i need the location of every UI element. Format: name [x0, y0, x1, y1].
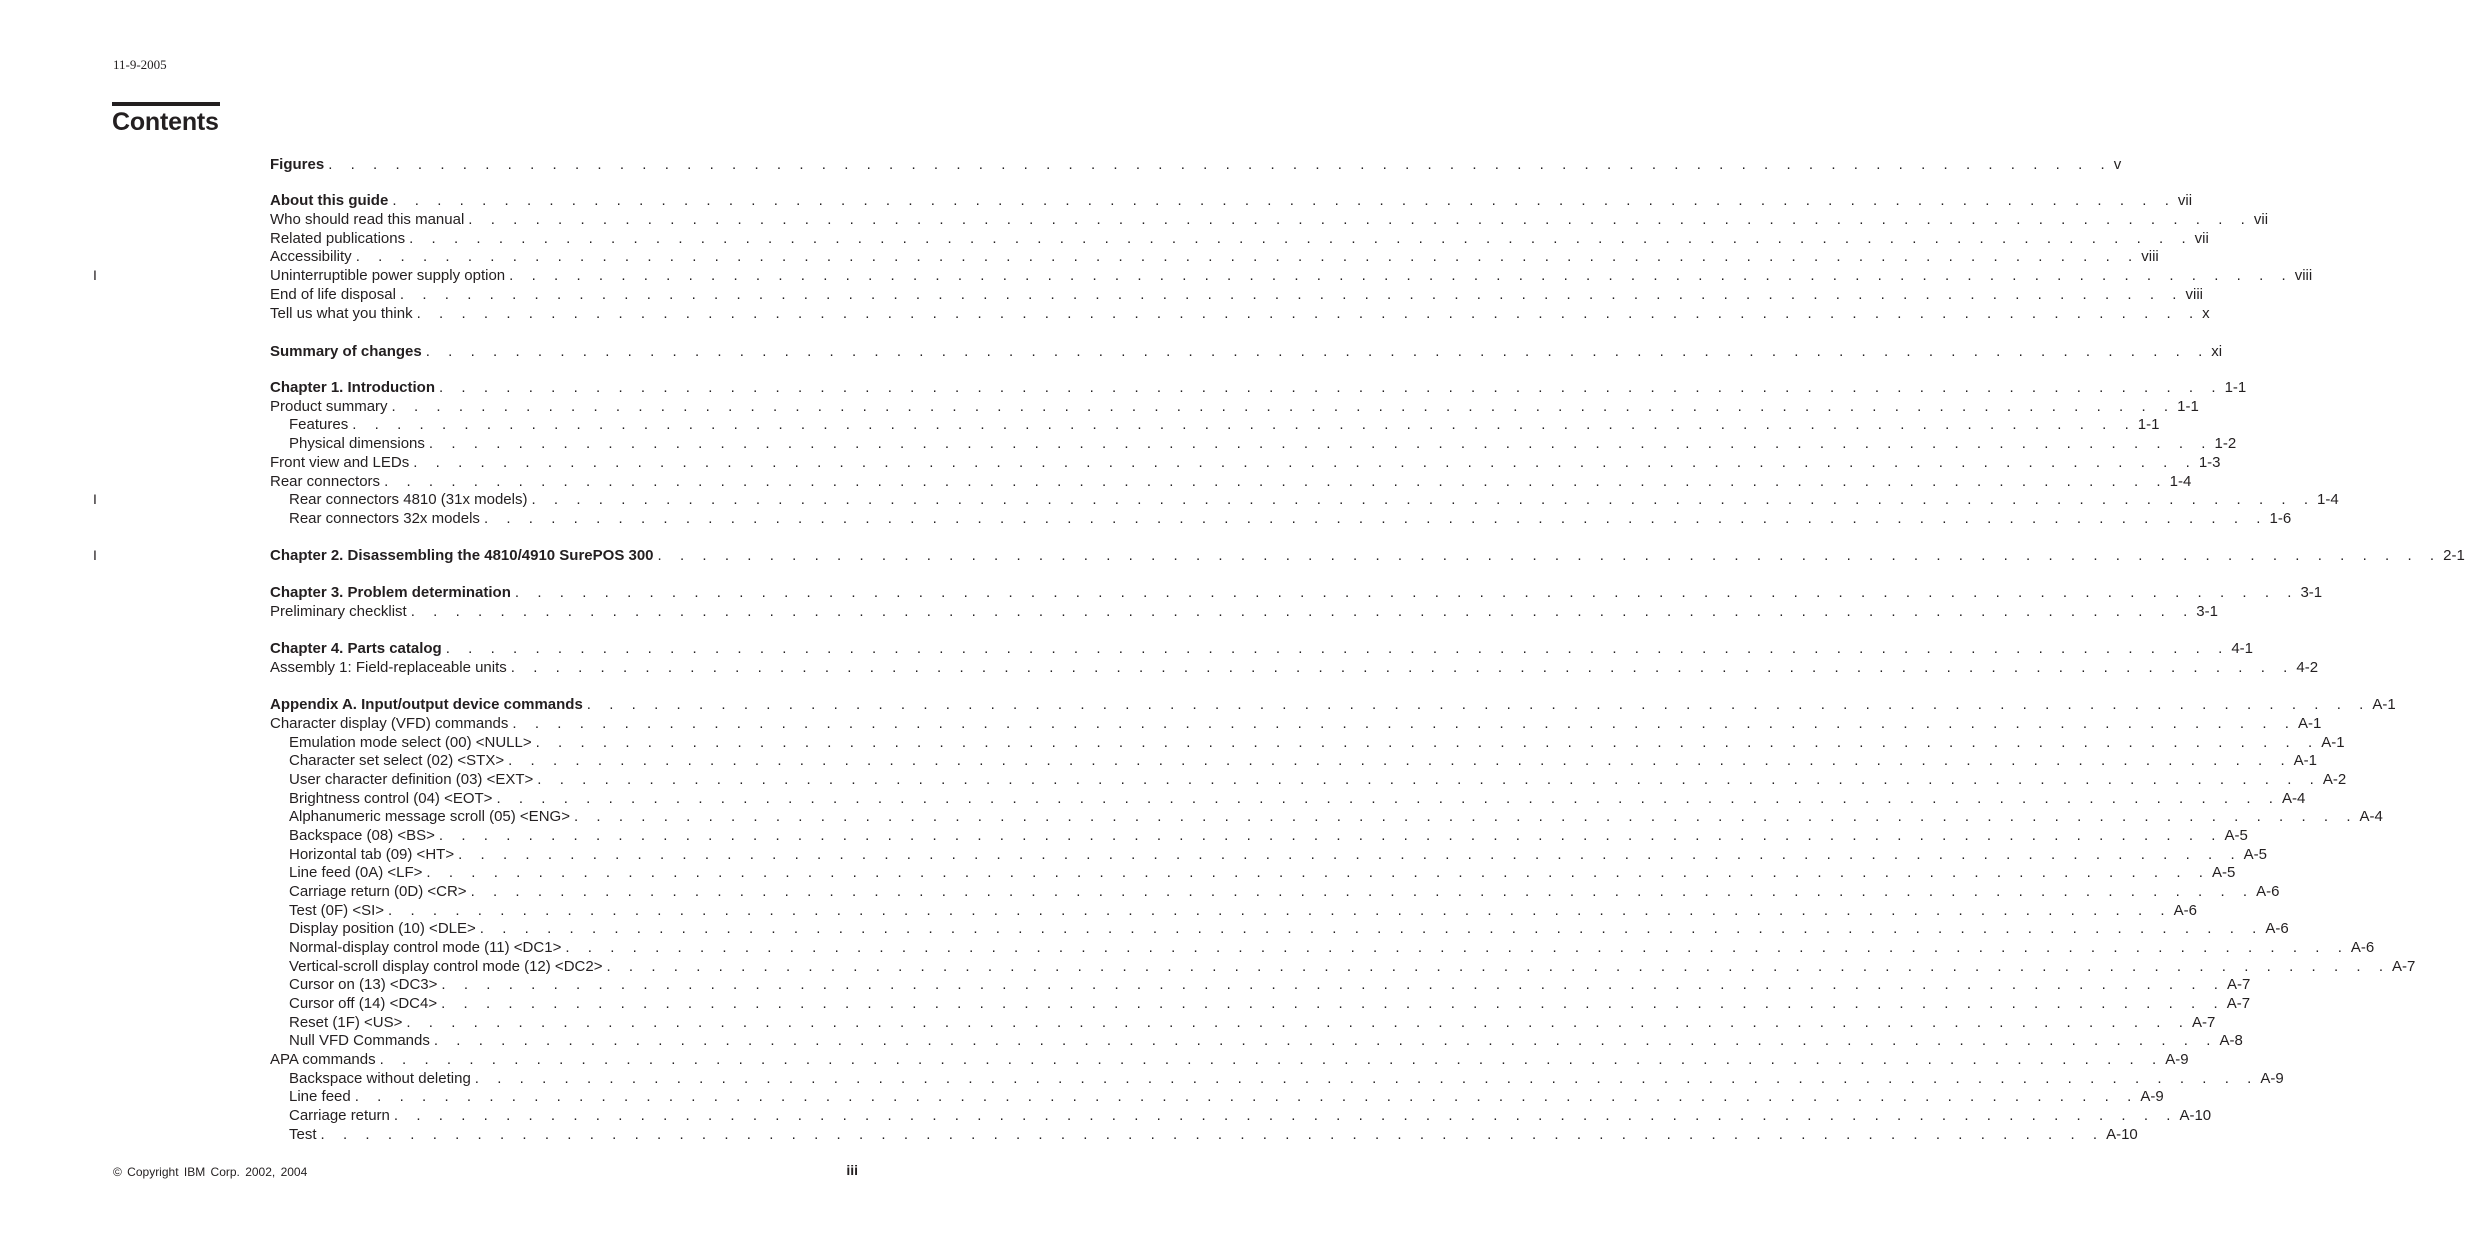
toc-entry-label: Character set select (02) <STX> [289, 752, 505, 769]
dot-leader: . . . . . . . . . . . . . . . . . . . . . . . . . . . . . . . . . . . . . . . . . . . . . . . . . . . . . . . . . . . . . . . . . . . . . . . . . . . . . . . . [441, 976, 2225, 993]
toc-entry-page: vii [2177, 192, 2193, 209]
dot-leader: . . . . . . . . . . . . . . . . . . . . . . . . . . . . . . . . . . . . . . . . . . . . . . . . . . . . . . . . . . . . . . . . . . . . . . . . . . . . . . . . [535, 734, 2320, 751]
toc-entry[interactable] [289, 845, 2267, 864]
toc-entry[interactable] [289, 807, 2383, 826]
toc-entry-label: Backspace without deleting [289, 1070, 471, 1087]
dot-leader: . . . . . . . . . . . . . . . . . . . . . . . . . . . . . . . . . . . . . . . . . . . . . . . . . . . . . . . . . . . . . . . . . . . . . . . . . . . . . . . . [441, 995, 2225, 1012]
toc-entry-page: vii [2253, 211, 2269, 228]
toc-entry-page: A-4 [2359, 808, 2383, 825]
toc-entry-label: Chapter 4. Parts catalog [270, 640, 442, 657]
dot-leader: . . . . . . . . . . . . . . . . . . . . . . . . . . . . . . . . . . . . . . . . . . . . . . . . . . . . . . . . . . . . . . . . . . . . . . . . . . . . . . . . [586, 696, 2371, 713]
change-bar: I [93, 491, 97, 507]
toc-entry-page: 4-2 [2296, 659, 2319, 676]
toc-entry-label: Carriage return (0D) <CR> [289, 883, 467, 900]
toc-entry-label: Chapter 2. Disassembling the 4810/4910 SurePOS 300 [270, 547, 654, 564]
toc-entry-label: Emulation mode select (00) <NULL> [289, 734, 532, 751]
dot-leader: . . . . . . . . . . . . . . . . . . . . . . . . . . . . . . . . . . . . . . . . . . . . . . . . . . . . . . . . . . . . . . . . . . . . . . . . . . . . . . . . [384, 473, 2168, 490]
toc-entry-page: viii [2294, 267, 2313, 284]
page-number: iii [846, 1162, 858, 1178]
dot-leader: . . . . . . . . . . . . . . . . . . . . . . . . . . . . . . . . . . . . . . . . . . . . . . . . . . . . . . . . . . . . . . . . . . . . . . . . . . . . . . . . [512, 715, 2296, 732]
dot-leader: . . . . . . . . . . . . . . . . . . . . . . . . . . . . . . . . . . . . . . . . . . . . . . . . . . . . . . . . . . . . . . . . . . . . . . . . . . . . . . . . [537, 771, 2321, 788]
toc-entry[interactable] [289, 751, 2318, 770]
dot-leader: . . . . . . . . . . . . . . . . . . . . . . . . . . . . . . . . . . . . . . . . . . . . . . . . . . . . . . . . . . . . . . . . . . . . . . . . . . . . . . . . [509, 267, 2293, 284]
toc-entry-label: Figures [270, 156, 325, 173]
toc-entry-label: Summary of changes [270, 343, 422, 360]
toc-entry-label: Line feed (0A) <LF> [289, 864, 423, 881]
dot-leader: . . . . . . . . . . . . . . . . . . . . . . . . . . . . . . . . . . . . . . . . . . . . . . . . . . . . . . . . . . . . . . . . . . . . . . . . . . . . . . . . [320, 1126, 2105, 1143]
toc-entry[interactable] [270, 714, 2322, 733]
toc-entry[interactable] [270, 695, 2396, 714]
toc-entry-label: Chapter 1. Introduction [270, 379, 435, 396]
dot-leader: . . . . . . . . . . . . . . . . . . . . . . . . . . . . . . . . . . . . . . . . . . . . . . . . . . . . . . . . . . . . . . . . . . . . . . . . . . . . . . . . [416, 305, 2201, 322]
toc-entry-label: APA commands [270, 1051, 376, 1068]
toc-entry[interactable] [270, 229, 2209, 248]
toc-entry-label: Brightness control (04) <EOT> [289, 790, 493, 807]
dot-leader: . . . . . . . . . . . . . . . . . . . . . . . . . . . . . . . . . . . . . . . . . . . . . . . . . . . . . . . . . . . . . . . . . . . . . . . . . . . . . . . . [439, 379, 2223, 396]
dot-leader: . . . . . . . . . . . . . . . . . . . . . . . . . . . . . . . . . . . . . . . . . . . . . . . . . . . . . . . . . . . . . . . . . . . . . . . . . . . . . . . . [514, 584, 2299, 601]
toc-entry-page: A-7 [2226, 995, 2251, 1012]
toc-entry-page: xi [2211, 343, 2223, 360]
toc-entry-label: Rear connectors 32x models [289, 510, 480, 527]
toc-entry[interactable] [270, 266, 2313, 285]
toc-entry-label: Who should read this manual [270, 211, 465, 228]
toc-entry[interactable] [270, 583, 2323, 602]
dot-leader: . . . . . . . . . . . . . . . . . . . . . . . . . . . . . . . . . . . . . . . . . . . . . . . . . . . . . . . . . . . . . . . . . . . . . . . . . . . . . . . . [413, 454, 2197, 471]
dot-leader: . . . . . . . . . . . . . . . . . . . . . . . . . . . . . . . . . . . . . . . . . . . . . . . . . . . . . . . . . . . . . . . . . . . . . . . . . . . . . . . . [657, 547, 2442, 564]
toc-entry-label: User character definition (03) <EXT> [289, 771, 534, 788]
toc-entry-label: Horizontal tab (09) <HT> [289, 846, 455, 863]
change-bar: I [93, 547, 97, 563]
toc-entry[interactable] [289, 994, 2251, 1013]
toc-entry-page: x [2202, 305, 2210, 322]
dot-leader: . . . . . . . . . . . . . . . . . . . . . . . . . . . . . . . . . . . . . . . . . . . . . . . . . . . . . . . . . . . . . . . . . . . . . . . . . . . . . . . . [573, 808, 2358, 825]
toc-entry[interactable] [289, 901, 2197, 920]
toc-entry[interactable] [270, 472, 2192, 491]
toc-entry-page: A-1 [2293, 752, 2318, 769]
toc-entry-page: A-4 [2282, 790, 2306, 807]
dot-leader: . . . . . . . . . . . . . . . . . . . . . . . . . . . . . . . . . . . . . . . . . . . . . . . . . . . . . . . . . . . . . . . . . . . . . . . . . . . . . . . . [565, 939, 2349, 956]
toc-entry-page: A-8 [2219, 1032, 2243, 1049]
toc-entry-label: Uninterruptible power supply option [270, 267, 506, 284]
toc-entry-page: A-7 [2392, 958, 2416, 975]
dot-leader: . . . . . . . . . . . . . . . . . . . . . . . . . . . . . . . . . . . . . . . . . . . . . . . . . . . . . . . . . . . . . . . . . . . . . . . . . . . . . . . . [428, 435, 2213, 452]
toc-entry-page: 1-1 [2224, 379, 2247, 396]
toc-entry-label: Alphanumeric message scroll (05) <ENG> [289, 808, 570, 825]
toc-entry-page: A-9 [2260, 1070, 2284, 1087]
page-date: 11-9-2005 [113, 57, 167, 72]
toc-entry[interactable] [289, 789, 2306, 808]
toc-entry[interactable] [289, 919, 2289, 938]
toc-entry[interactable] [289, 1031, 2243, 1050]
toc-entry-label: Cursor off (14) <DC4> [289, 995, 438, 1012]
toc-entry-page: A-9 [2140, 1088, 2164, 1105]
dot-leader: . . . . . . . . . . . . . . . . . . . . . . . . . . . . . . . . . . . . . . . . . . . . . . . . . . . . . . . . . . . . . . . . . . . . . . . . . . . . . . . . [508, 752, 2292, 769]
toc-entry-label: Null VFD Commands [289, 1032, 430, 1049]
toc-entry-page: A-5 [2212, 864, 2236, 881]
dot-leader: . . . . . . . . . . . . . . . . . . . . . . . . . . . . . . . . . . . . . . . . . . . . . . . . . . . . . . . . . . . . . . . . . . . . . . . . . . . . . . . . [392, 192, 2176, 209]
toc-entry[interactable] [289, 509, 2292, 528]
toc-entry[interactable] [270, 453, 2221, 472]
toc-entry[interactable] [289, 1106, 2212, 1125]
toc-entry-page: 2-1 [2443, 547, 2465, 564]
toc-entry-page: A-2 [2322, 771, 2347, 788]
toc-entry[interactable] [270, 658, 2319, 677]
toc-entry-label: Product summary [270, 398, 388, 415]
dot-leader: . . . . . . . . . . . . . . . . . . . . . . . . . . . . . . . . . . . . . . . . . . . . . . . . . . . . . . . . . . . . . . . . . . . . . . . . . . . . . . . . [393, 1107, 2178, 1124]
toc-entry[interactable] [270, 247, 2159, 266]
dot-leader: . . . . . . . . . . . . . . . . . . . . . . . . . . . . . . . . . . . . . . . . . . . . . . . . . . . . . . . . . . . . . . . . . . . . . . . . . . . . . . . . [352, 416, 2136, 433]
toc-entry-label: Chapter 3. Problem determination [270, 584, 511, 601]
toc-entry-page: A-1 [2297, 715, 2322, 732]
toc-entry-label: Test [289, 1126, 317, 1143]
toc-entry-label: Carriage return [289, 1107, 390, 1124]
toc-entry-label: Physical dimensions [289, 435, 425, 452]
toc-entry[interactable] [289, 434, 2237, 453]
toc-entry-page: A-5 [2243, 846, 2267, 863]
dot-leader: . . . . . . . . . . . . . . . . . . . . . . . . . . . . . . . . . . . . . . . . . . . . . . . . . . . . . . . . . . . . . . . . . . . . . . . . . . . . . . . . [458, 846, 2242, 863]
dot-leader: . . . . . . . . . . . . . . . . . . . . . . . . . . . . . . . . . . . . . . . . . . . . . . . . . . . . . . . . . . . . . . . . . . . . . . . . . . . . . . . . [426, 864, 2210, 881]
toc-entry-label: About this guide [270, 192, 389, 209]
toc-entry-page: A-10 [2106, 1126, 2138, 1143]
toc-entry[interactable] [289, 938, 2375, 957]
dot-leader: . . . . . . . . . . . . . . . . . . . . . . . . . . . . . . . . . . . . . . . . . . . . . . . . . . . . . . . . . . . . . . . . . . . . . . . . . . . . . . . . [388, 902, 2172, 919]
toc-entry[interactable] [289, 733, 2345, 752]
toc-entry-page: 1-6 [2269, 510, 2292, 527]
toc-entry-page: 3-1 [2196, 603, 2218, 620]
toc-entry[interactable] [289, 1013, 2216, 1032]
toc-entry-page: A-1 [2372, 696, 2396, 713]
toc-entry-page: viii [2185, 286, 2203, 303]
toc-entry-label: Test (0F) <SI> [289, 902, 385, 919]
toc-entry-page: A-5 [2224, 827, 2248, 844]
change-bar: I [93, 267, 97, 283]
toc-entry[interactable] [270, 639, 2253, 658]
toc-entry-label: Normal-display control mode (11) <DC1> [289, 939, 562, 956]
toc-entry-page: A-7 [2191, 1014, 2216, 1031]
dot-leader: . . . . . . . . . . . . . . . . . . . . . . . . . . . . . . . . . . . . . . . . . . . . . . . . . . . . . . . . . . . . . . . . . . . . . . . . . . . . . . . . [425, 343, 2210, 360]
toc-entry[interactable] [289, 415, 2160, 434]
toc-entry[interactable] [270, 342, 2223, 361]
toc-entry-label: Display position (10) <DLE> [289, 920, 476, 937]
toc-entry-page: viii [2141, 248, 2159, 265]
toc-entry-label: Appendix A. Input/output device commands [270, 696, 583, 713]
dot-leader: . . . . . . . . . . . . . . . . . . . . . . . . . . . . . . . . . . . . . . . . . . . . . . . . . . . . . . . . . . . . . . . . . . . . . . . . . . . . . . . . [496, 790, 2281, 807]
toc-entry[interactable] [270, 155, 2122, 174]
toc-entry-page: A-10 [2179, 1107, 2212, 1124]
toc-entry[interactable] [289, 863, 2236, 882]
toc-entry-label: Preliminary checklist [270, 603, 407, 620]
toc-entry[interactable] [289, 1069, 2284, 1088]
dot-leader: . . . . . . . . . . . . . . . . . . . . . . . . . . . . . . . . . . . . . . . . . . . . . . . . . . . . . . . . . . . . . . . . . . . . . . . . . . . . . . . . [409, 230, 2193, 247]
dot-leader: . . . . . . . . . . . . . . . . . . . . . . . . . . . . . . . . . . . . . . . . . . . . . . . . . . . . . . . . . . . . . . . . . . . . . . . . . . . . . . . . [406, 1014, 2190, 1031]
dot-leader: . . . . . . . . . . . . . . . . . . . . . . . . . . . . . . . . . . . . . . . . . . . . . . . . . . . . . . . . . . . . . . . . . . . . . . . . . . . . . . . . [399, 286, 2184, 303]
dot-leader: . . . . . . . . . . . . . . . . . . . . . . . . . . . . . . . . . . . . . . . . . . . . . . . . . . . . . . . . . . . . . . . . . . . . . . . . . . . . . . . . [470, 883, 2255, 900]
toc-entry[interactable] [270, 285, 2203, 304]
toc-entry-label: Accessibility [270, 248, 352, 265]
toc-entry-page: 3-1 [2300, 584, 2323, 601]
toc-entry-label: Features [289, 416, 349, 433]
dot-leader: . . . . . . . . . . . . . . . . . . . . . . . . . . . . . . . . . . . . . . . . . . . . . . . . . . . . . . . . . . . . . . . . . . . . . . . . . . . . . . . . [410, 603, 2195, 620]
toc-entry[interactable] [270, 1050, 2189, 1069]
toc-entry-label: Reset (1F) <US> [289, 1014, 403, 1031]
dot-leader: . . . . . . . . . . . . . . . . . . . . . . . . . . . . . . . . . . . . . . . . . . . . . . . . . . . . . . . . . . . . . . . . . . . . . . . . . . . . . . . . [391, 398, 2176, 415]
toc-entry-page: vii [2194, 230, 2209, 247]
dot-leader: . . . . . . . . . . . . . . . . . . . . . . . . . . . . . . . . . . . . . . . . . . . . . . . . . . . . . . . . . . . . . . . . . . . . . . . . . . . . . . . . [483, 510, 2268, 527]
toc-entry-page: A-6 [2173, 902, 2197, 919]
dot-leader: . . . . . . . . . . . . . . . . . . . . . . . . . . . . . . . . . . . . . . . . . . . . . . . . . . . . . . . . . . . . . . . . . . . . . . . . . . . . . . . . [531, 491, 2316, 508]
toc-entry[interactable] [289, 957, 2416, 976]
toc-entry[interactable] [270, 378, 2247, 397]
toc-entry-page: A-6 [2256, 883, 2280, 900]
dot-leader: . . . . . . . . . . . . . . . . . . . . . . . . . . . . . . . . . . . . . . . . . . . . . . . . . . . . . . . . . . . . . . . . . . . . . . . . . . . . . . . . [474, 1070, 2259, 1087]
toc-entry-label: Line feed [289, 1088, 351, 1105]
dot-leader: . . . . . . . . . . . . . . . . . . . . . . . . . . . . . . . . . . . . . . . . . . . . . . . . . . . . . . . . . . . . . . . . . . . . . . . . . . . . . . . . [468, 211, 2252, 228]
page-title: Contents [112, 108, 219, 136]
toc-entry[interactable] [289, 770, 2347, 789]
toc-entry-label: Vertical-scroll display control mode (12) <DC2> [289, 958, 603, 975]
toc-entry-label: Backspace (08) <BS> [289, 827, 435, 844]
toc-entry-label: End of life disposal [270, 286, 396, 303]
dot-leader: . . . . . . . . . . . . . . . . . . . . . . . . . . . . . . . . . . . . . . . . . . . . . . . . . . . . . . . . . . . . . . . . . . . . . . . . . . . . . . . . [354, 1088, 2139, 1105]
toc-entry-page: A-9 [2165, 1051, 2189, 1068]
dot-leader: . . . . . . . . . . . . . . . . . . . . . . . . . . . . . . . . . . . . . . . . . . . . . . . . . . . . . . . . . . . . . . . . . . . . . . . . . . . . . . . . [606, 958, 2391, 975]
copyright-notice: © Copyright IBM Corp. 2002, 2004 [113, 1165, 308, 1179]
dot-leader: . . . . . . . . . . . . . . . . . . . . . . . . . . . . . . . . . . . . . . . . . . . . . . . . . . . . . . . . . . . . . . . . . . . . . . . . . . . . . . . . [479, 920, 2264, 937]
toc-entry-page: 1-1 [2177, 398, 2199, 415]
dot-leader: . . . . . . . . . . . . . . . . . . . . . . . . . . . . . . . . . . . . . . . . . . . . . . . . . . . . . . . . . . . . . . . . . . . . . . . . . . . . . . . . [355, 248, 2140, 265]
toc-entry-page: A-7 [2226, 976, 2251, 993]
toc-entry-label: Front view and LEDs [270, 454, 410, 471]
toc-entry[interactable] [289, 1125, 2138, 1144]
toc-entry[interactable] [270, 546, 2465, 565]
toc-entry-page: 1-4 [2169, 473, 2192, 490]
toc-entry-page: 1-3 [2198, 454, 2221, 471]
toc-entry-page: 1-4 [2317, 491, 2339, 508]
toc-entry-label: Character display (VFD) commands [270, 715, 509, 732]
toc-entry[interactable] [270, 304, 2210, 323]
toc-entry-page: 1-1 [2137, 416, 2160, 433]
toc-entry[interactable] [289, 1087, 2164, 1106]
toc-entry-label: Assembly 1: Field-replaceable units [270, 659, 507, 676]
toc-entry[interactable] [270, 210, 2269, 229]
toc-entry-label: Tell us what you think [270, 305, 413, 322]
dot-leader: . . . . . . . . . . . . . . . . . . . . . . . . . . . . . . . . . . . . . . . . . . . . . . . . . . . . . . . . . . . . . . . . . . . . . . . . . . . . . . . . [438, 827, 2223, 844]
toc-entry-page: A-1 [2321, 734, 2345, 751]
toc-entry[interactable] [289, 975, 2251, 994]
dot-leader: . . . . . . . . . . . . . . . . . . . . . . . . . . . . . . . . . . . . . . . . . . . . . . . . . . . . . . . . . . . . . . . . . . . . . . . . . . . . . . . . [379, 1051, 2164, 1068]
toc-entry-page: A-6 [2350, 939, 2375, 956]
toc-entry-label: Rear connectors [270, 473, 381, 490]
toc-entry-label: Related publications [270, 230, 406, 247]
toc-entry[interactable] [270, 191, 2193, 210]
toc-entry[interactable] [270, 602, 2218, 621]
toc-entry-label: Rear connectors 4810 (31x models) [289, 491, 528, 508]
dot-leader: . . . . . . . . . . . . . . . . . . . . . . . . . . . . . . . . . . . . . . . . . . . . . . . . . . . . . . . . . . . . . . . . . . . . . . . . . . . . . . . . [445, 640, 2230, 657]
toc-entry-page: 4-1 [2231, 640, 2253, 657]
dot-leader: . . . . . . . . . . . . . . . . . . . . . . . . . . . . . . . . . . . . . . . . . . . . . . . . . . . . . . . . . . . . . . . . . . . . . . . . . . . . . . . . [510, 659, 2295, 676]
toc-entry-page: 1-2 [2214, 435, 2237, 452]
toc-entry-page: v [2113, 156, 2122, 173]
toc-entry-page: A-6 [2265, 920, 2289, 937]
toc-entry[interactable] [289, 490, 2339, 509]
dot-leader: . . . . . . . . . . . . . . . . . . . . . . . . . . . . . . . . . . . . . . . . . . . . . . . . . . . . . . . . . . . . . . . . . . . . . . . . . . . . . . . . [433, 1032, 2218, 1049]
toc-entry[interactable] [289, 826, 2248, 845]
toc-entry-label: Cursor on (13) <DC3> [289, 976, 438, 993]
dot-leader: . . . . . . . . . . . . . . . . . . . . . . . . . . . . . . . . . . . . . . . . . . . . . . . . . . . . . . . . . . . . . . . . . . . . . . . . . . . . . . . . [328, 156, 2112, 173]
toc-entry[interactable] [270, 397, 2199, 416]
toc-entry[interactable] [289, 882, 2280, 901]
